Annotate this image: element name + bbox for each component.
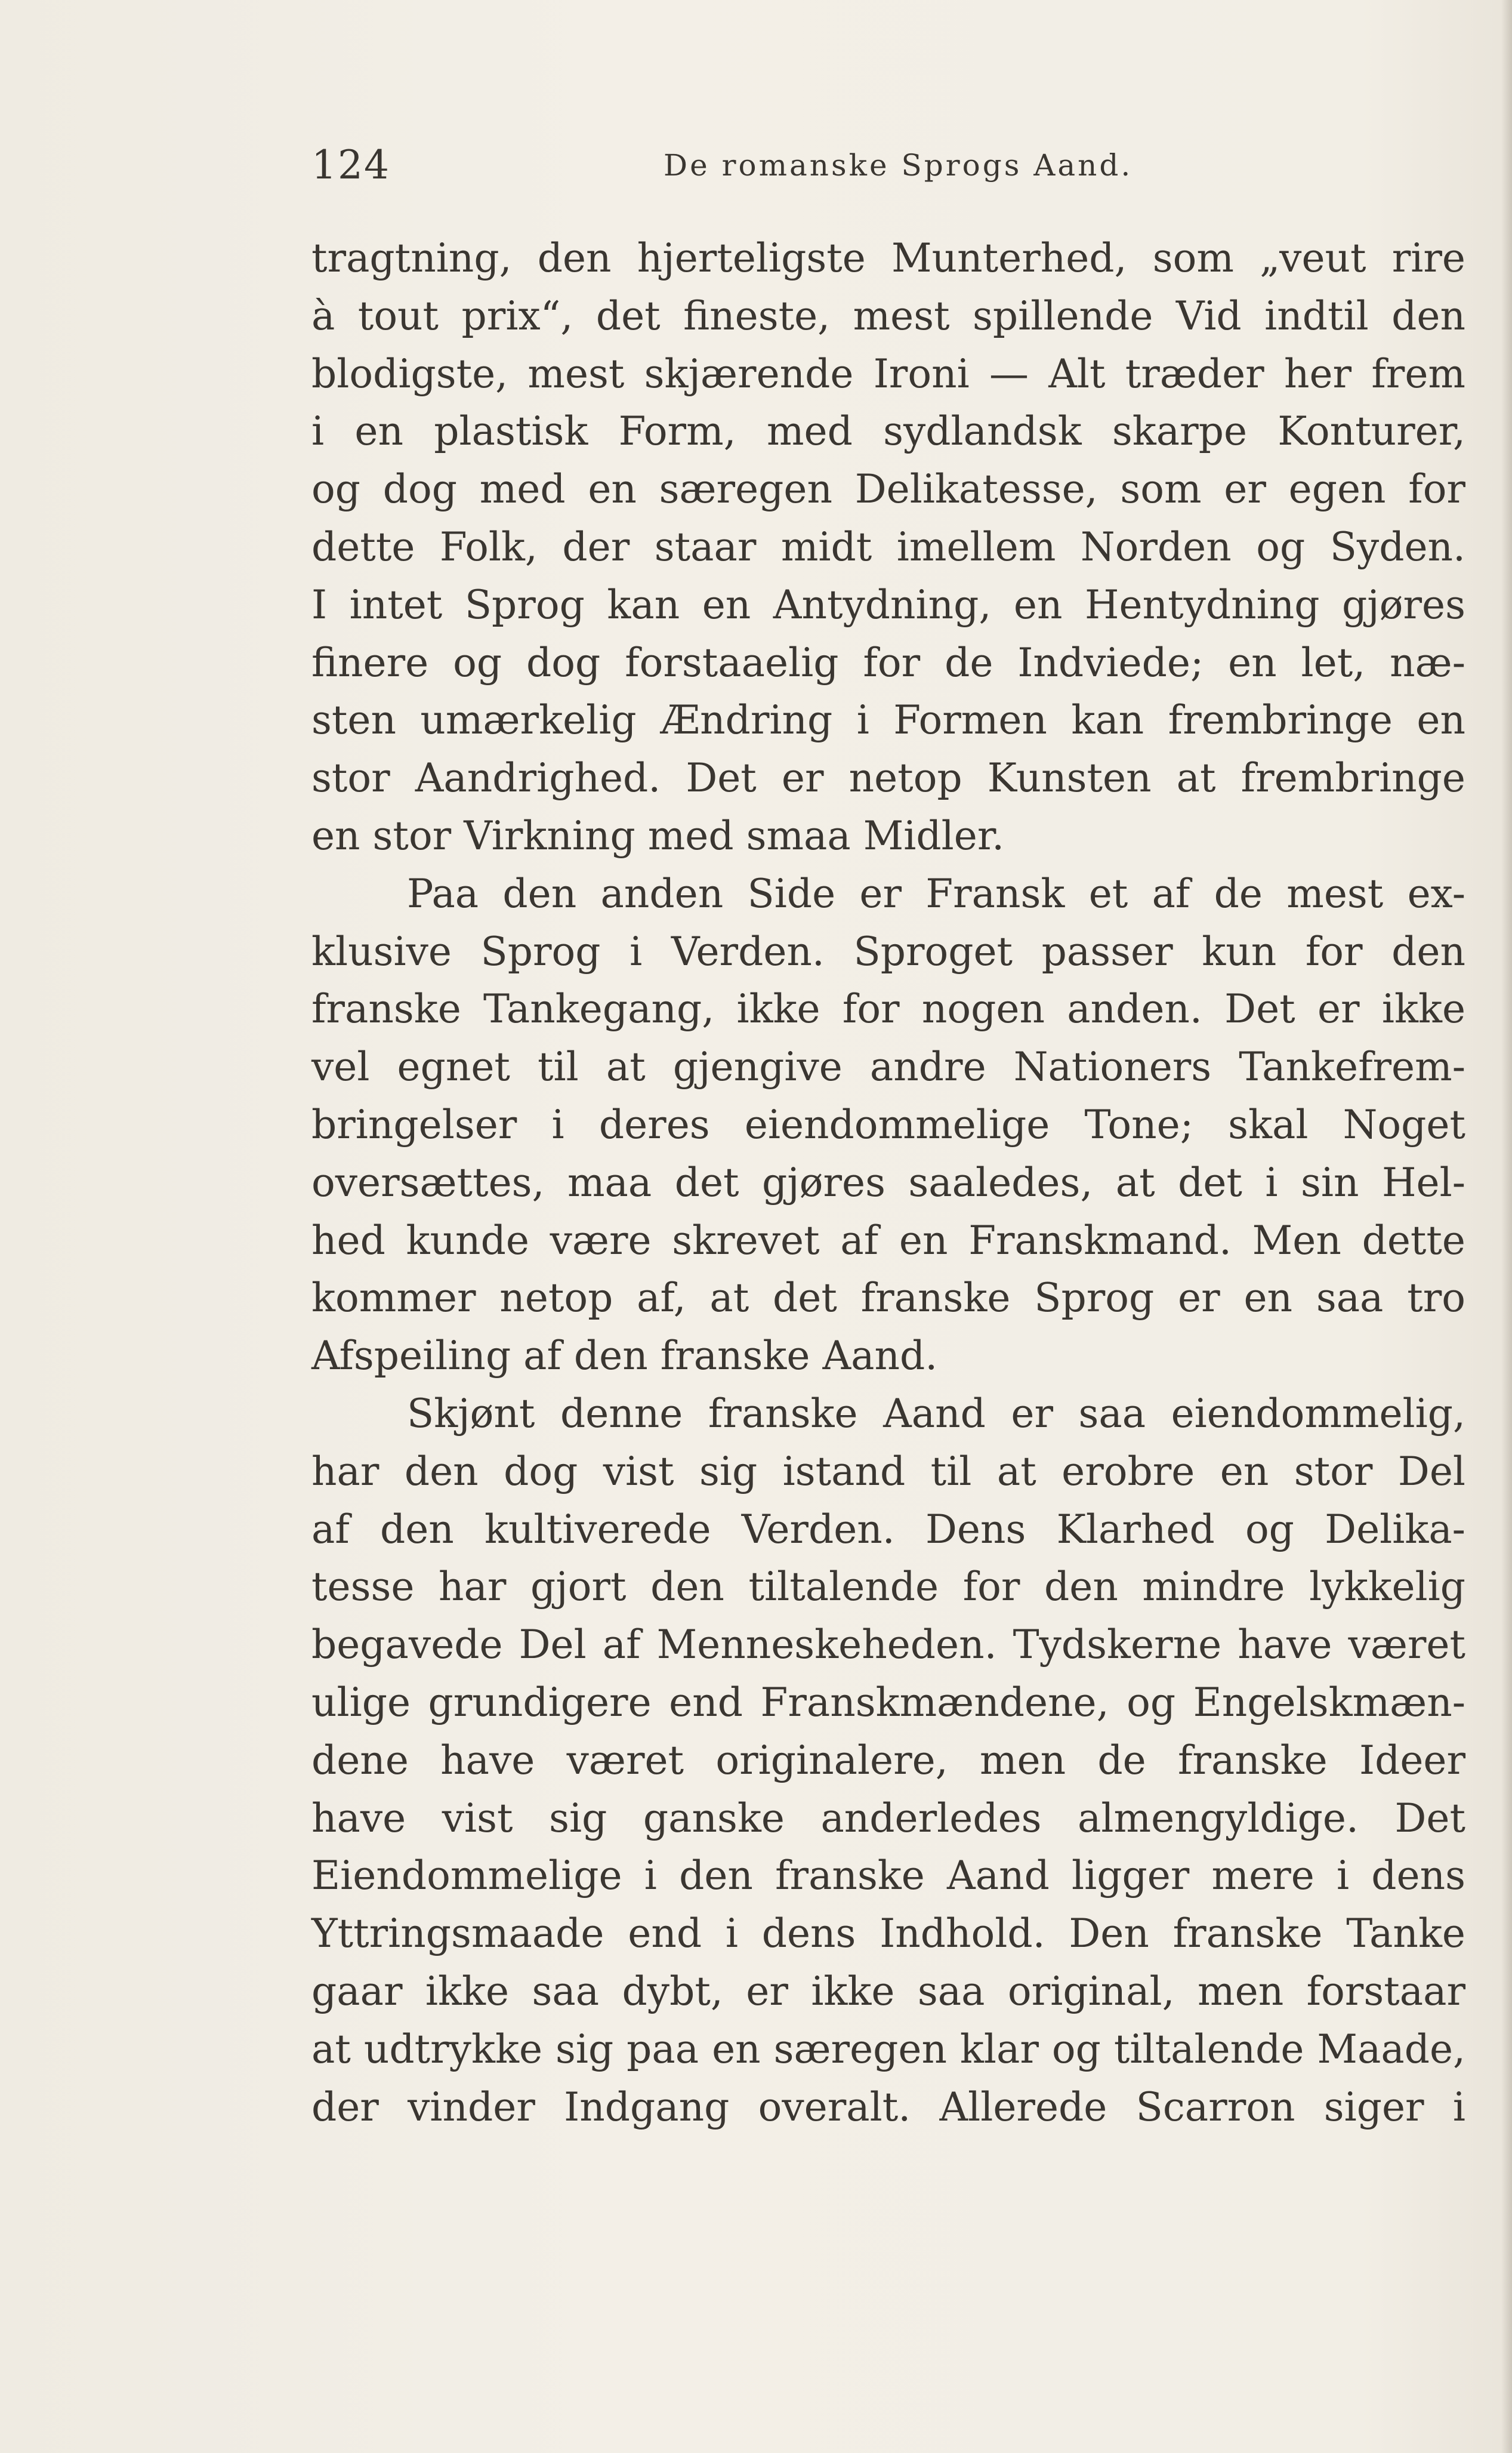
page-number: 124 [311,142,390,188]
text-line: tesse har gjort den tiltalende for den mindre lykkelig [311,1564,1465,1610]
text-line: Eiendommelige i den franske Aand ligger mere i dens [311,1853,1465,1899]
text-line: sten umærkelig Ændring i Formen kan frembringe en [311,697,1465,744]
text-line: franske Tankegang, ikke for nogen anden. Det er ikke [311,986,1465,1033]
text-line: Afspeiling af den franske Aand. [311,1333,938,1379]
text-line: der vinder Indgang overalt. Allerede Scarron siger i [311,2084,1465,2130]
text-line: en stor Virkning med smaa Midler. [311,812,1005,859]
text-line: kommer netop af, at det franske Sprog er en saa tro [311,1275,1465,1321]
text-line: og dog med en særegen Delikatesse, som er egen for [311,466,1465,513]
running-title: De romanske Sprogs Aand. [664,148,1133,183]
text-line: hed kunde være skrevet af en Franskmand. Men dette [311,1217,1465,1264]
text-line: ulige grundigere end Franskmændene, og Engelskmæn- [311,1679,1465,1725]
text-line: begavede Del af Menneskeheden. Tydskerne have været [311,1622,1465,1668]
page-edge-shadow [1501,0,1512,2453]
text-line: vel egnet til at gjengive andre Nationers Tankefrem- [311,1044,1465,1090]
text-line: à tout prix“, det fineste, mest spillende Vid indtil den [311,292,1465,339]
text-line: finere og dog forstaaelig for de Indviede; en let, næ- [311,639,1465,686]
text-line: Skjønt denne franske Aand er saa eiendommelig, [407,1390,1465,1437]
running-head [311,142,1463,190]
text-line: I intet Sprog kan en Antydning, en Hentydning gjøres [311,581,1465,628]
text-line: stor Aandrighed. Det er netop Kunsten at frembringe [311,755,1465,802]
text-line: at udtrykke sig paa en særegen klar og tiltalende Maade, [311,2026,1465,2072]
text-line: tragtning, den hjerteligste Munterhed, som „veut rire [311,235,1465,281]
text-line: dene have været originalere, men de franske Ideer [311,1737,1465,1783]
text-line: Yttringsmaade end i dens Indhold. Den franske Tanke [311,1910,1465,1957]
body-text [311,230,1465,2136]
text-line: gaar ikke saa dybt, er ikke saa original, men forstaar [311,1968,1465,2014]
text-line: dette Folk, der staar midt imellem Norden og Syden. [311,523,1465,570]
text-line: af den kultiverede Verden. Dens Klarhed og Delika- [311,1506,1465,1552]
text-line: Paa den anden Side er Fransk et af de mest ex- [407,870,1465,917]
text-line: har den dog vist sig istand til at erobre en stor Del [311,1448,1465,1494]
text-line: i en plastisk Form, med sydlandsk skarpe Konturer, [311,408,1465,455]
text-line: blodigste, mest skjærende Ironi — Alt træder her frem [311,350,1465,397]
text-line: bringelser i deres eiendommelige Tone; skal Noget [311,1101,1465,1148]
text-line: oversættes, maa det gjøres saaledes, at det i sin Hel- [311,1159,1465,1206]
text-line: klusive Sprog i Verden. Sproget passer kun for den [311,928,1465,975]
text-line: have vist sig ganske anderledes almengyldige. Det [311,1795,1465,1841]
